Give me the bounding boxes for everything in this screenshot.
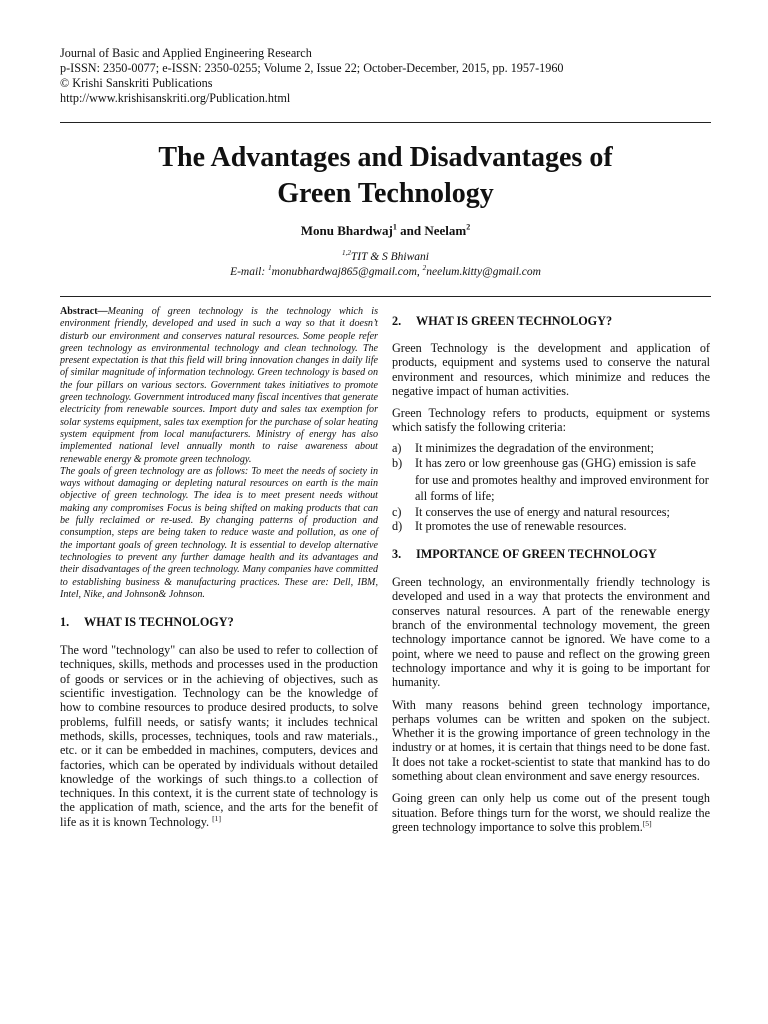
list-item bbox=[392, 505, 710, 519]
section-1-heading bbox=[60, 615, 378, 630]
citation-5[interactable]: [5] bbox=[642, 818, 652, 828]
email-2[interactable]: neelum.kitty@gmail.com bbox=[426, 266, 541, 278]
section-2-paragraph-1: Green Technology is the development and application of products, equipment and systems used to conserve the natural environment and resources, which minimize and reduces the negative impact of human activities. bbox=[392, 341, 710, 398]
section-2-heading bbox=[392, 314, 710, 329]
section-3-heading bbox=[392, 547, 710, 562]
citation-1[interactable]: [1] bbox=[212, 813, 221, 823]
section-3-title: IMPORTANCE OF GREEN TECHNOLOGY bbox=[416, 547, 657, 562]
list-item-label: a) bbox=[392, 440, 402, 455]
affiliation-institution: TIT & S Bhiwani bbox=[350, 251, 429, 263]
affiliation-mark: 1,2 bbox=[342, 249, 351, 258]
email-2-mark: 2 bbox=[422, 264, 427, 273]
section-2-number: 2. bbox=[392, 314, 402, 328]
email-prefix: E-mail: bbox=[230, 266, 269, 278]
criteria-list bbox=[392, 441, 710, 533]
author-2-affil-mark: 2 bbox=[466, 222, 471, 232]
author-list bbox=[60, 223, 711, 239]
email-1-mark: 1 bbox=[268, 264, 272, 273]
section-2-paragraph-2: Green Technology refers to products, equipment or systems which satisfy the following criteria: bbox=[392, 406, 710, 435]
list-item-label: b) bbox=[392, 456, 403, 471]
author-1-affil-mark: 1 bbox=[392, 222, 397, 232]
list-item bbox=[392, 441, 710, 455]
header-divider bbox=[60, 122, 711, 123]
right-column bbox=[392, 306, 710, 834]
journal-issn: p-ISSN: 2350-0077; e-ISSN: 2350-0255; Volume 2, Issue 22; October-December, 2015, pp. 1957-1960 bbox=[60, 61, 564, 75]
abstract-paragraph-1 bbox=[60, 306, 378, 466]
abstract-paragraph-2: The goals of green technology are as follows: To meet the needs of society in ways without damaging or depleting natural resources on earth is the main objective of green technology. The idea is to meet present needs without making any compromises Focus is being shifted on making products that can be fully reclaimed or re-used. By changing patterns of production and consumption, steps are being taken to reduce waste and pollution, as one of the important goals of green technology. It is essential to develop alternative technologies to prevent any further damage health and its advantages and their disadvantages of the green technology. Many companies have committed to establishing business & manufacturing practices. These are: Dell, IBM, Intel, Nike, and Johnson& Johnson. bbox=[60, 465, 378, 600]
section-1-title: WHAT IS TECHNOLOGY? bbox=[84, 615, 234, 630]
author-joiner: and bbox=[396, 223, 425, 238]
affiliation-line bbox=[60, 250, 711, 265]
email-line bbox=[60, 265, 711, 280]
left-column bbox=[60, 306, 378, 829]
journal-name: Journal of Basic and Applied Engineering Research bbox=[60, 46, 312, 60]
section-3-paragraph-1: Green technology, an environmentally friendly technology is developed and used in a way that protects the environment and conserves natural resources. A part of the renewable energy branch of the environmental technology movement, the green technology importance cannot be ignored. We have come to a point, where we need to pause and reflect on the growing green technology importance and why it is going to be important for humanity. bbox=[392, 575, 710, 690]
list-item bbox=[392, 519, 710, 533]
email-1[interactable]: monubhardwaj865@gmail.com, bbox=[271, 266, 423, 278]
abstract-text-1: Meaning of green technology is the technology which is environment friendly, developed and used in such a way so that it doesn’t disturb our environment and conserves natural resources. Some people refer green technology as environmental technology and clean technology. The present expectation is that this field will bring innovation changes in daily life of similar magnitude of information technology. Green technology is based on the four pillars on various sectors. Government takes initiatives to promote green technology. Government introduced many fiscal incentives that generate electricity from renewable sources. Import duty and sales tax exemption for solar systems equipment, sales tax exemption for the purchase of solar heating system equipment from local manufacturers. Ministry of energy has also implemented national level annually month to raise awareness about renewable energy & promote green technology. bbox=[60, 306, 378, 465]
journal-url[interactable]: http://www.krishisanskriti.org/Publication.html bbox=[60, 91, 291, 105]
section-3-number: 3. bbox=[392, 547, 402, 562]
section-2-title: WHAT IS GREEN TECHNOLOGY? bbox=[416, 314, 613, 328]
section-1-text: The word "technology" can also be used to refer to collection of techniques, skills, methods and processes used in the production of goods or services or in the achieving of objectives, such as scientific investigation. Technology can be the knowledge of how to combine resources to produce desired products, to solve problems, fulfill needs, or satisfy wants; it includes technical methods, skills, processes, techniques, tools and raw materials., etc. or it can be embedded in machines, computers, devices and factories, which can be operated by individuals without detailed knowledge of the workings of such things.to a collection of techniques. In this context, it is the current state of technology is the application of math, science, and the arts for the benefit of life as it is known Technology. bbox=[60, 643, 378, 829]
journal-header bbox=[60, 46, 564, 106]
section-3-paragraph-2: With many reasons behind green technology importance, perhaps volumes can be written and spoken on the subject. Whether it is the growing importance of green technology in the industry or at homes, it is certain that things need to be done fast. It does not take a rocket-scientist to state that mankind has to do something about clean environment and save energy resources. bbox=[392, 697, 710, 784]
journal-publisher: © Krishi Sanskriti Publications bbox=[60, 76, 213, 90]
list-item-text: It conserves the use of energy and natural resources; bbox=[415, 504, 670, 519]
section-3-text: Going green can only help us come out of the present tough situation. Before things turn for the worst, we should realize the green technology importance to solve this problem. bbox=[392, 791, 710, 834]
affiliation-block bbox=[60, 250, 711, 280]
list-item bbox=[392, 455, 710, 505]
author-2: Neelam bbox=[424, 223, 467, 238]
list-item-label: d) bbox=[392, 518, 403, 533]
section-3-paragraph-3 bbox=[392, 791, 710, 834]
list-item-label: c) bbox=[392, 504, 402, 519]
list-item-text: It minimizes the degradation of the environment; bbox=[415, 440, 654, 455]
paper-title bbox=[60, 140, 711, 212]
section-1-number: 1. bbox=[60, 615, 70, 630]
abstract bbox=[60, 306, 378, 601]
list-item-text: It has zero or low greenhouse gas (GHG) emission is safe for use and promotes healthy and improved environment for all forms of life; bbox=[415, 456, 709, 504]
title-divider bbox=[60, 296, 711, 297]
section-1-paragraph-1 bbox=[60, 643, 378, 829]
paper-title-line-2: Green Technology bbox=[277, 178, 494, 209]
list-item-text: It promotes the use of renewable resources. bbox=[415, 518, 627, 533]
author-1: Monu Bhardwaj bbox=[300, 223, 393, 238]
paper-title-line-1: The Advantages and Disadvantages of bbox=[158, 142, 613, 173]
abstract-label: Abstract— bbox=[60, 306, 108, 317]
